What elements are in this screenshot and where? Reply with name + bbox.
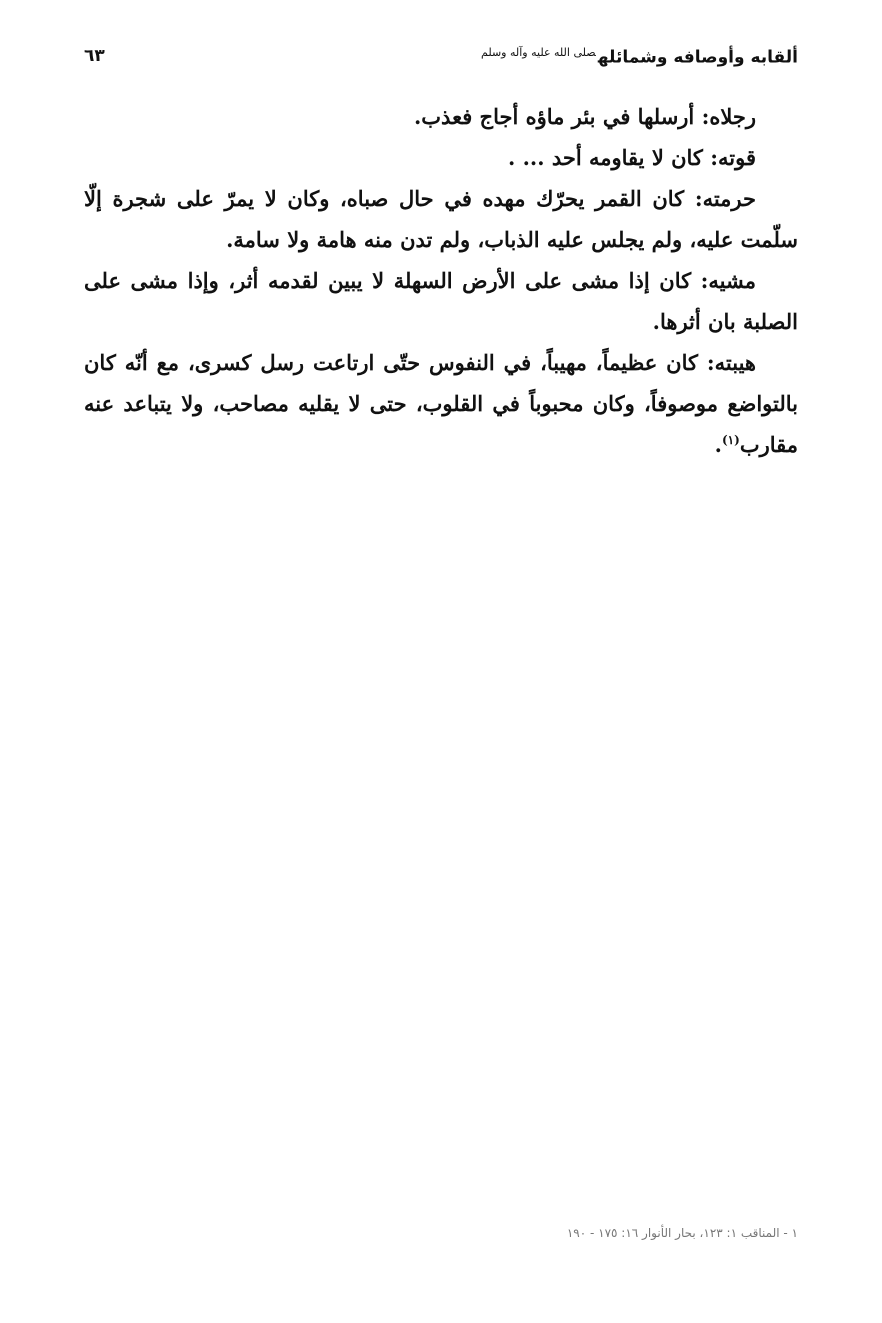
paragraph-walk	[84, 260, 798, 342]
paragraph-feet	[84, 96, 798, 137]
paragraph-awe	[84, 342, 798, 465]
paragraph-sanctity	[84, 178, 798, 260]
page-header	[84, 40, 798, 80]
paragraph-text: هيبته: كان عظيماً، مهيباً، في النفوس حتّى ارتاعت رسل كسرى، مع أنّه كان بالتواضع موصوفاً، وكان محبوباً في القلوب، حتى لا يقليه مصاحب، ولا يتباعد عنه مقارب	[84, 350, 798, 457]
paragraph-text: رجلاه: أرسلها في بئر ماؤه أجاج فعذب.	[413, 104, 756, 129]
running-title-text: ألقابه وأوصافه وشمائله	[597, 47, 798, 68]
paragraph-text: مشيه: كان إذا مشى على الأرض السهلة لا يبين لقدمه أثر، وإذا مشى على الصلبة بان أثرها.	[84, 268, 798, 334]
honorific-mark: صلى الله عليه وآله وسلم	[481, 46, 596, 59]
footnote-reference[interactable]: (١)	[721, 433, 740, 447]
paragraph-strength	[84, 137, 798, 178]
running-title	[481, 46, 798, 68]
page-number: ٦٣	[84, 46, 105, 66]
body-text	[84, 96, 798, 465]
paragraph-text: حرمته: كان القمر يحرّك مهده في حال صباه، وكان لا يمرّ على شجرة إلّا سلّمت عليه، ولم يجلس عليه الذباب، ولم تدن منه هامة ولا سامة.	[84, 186, 798, 252]
footnote: ١ - المناقب ١: ١٢٣، بحار الأنوار ١٦: ١٧٥ - ١٩٠	[566, 1226, 798, 1240]
paragraph-text: قوته: كان لا يقاومه أحد ... .	[507, 145, 756, 170]
paragraph-end-mark: .	[714, 432, 722, 457]
